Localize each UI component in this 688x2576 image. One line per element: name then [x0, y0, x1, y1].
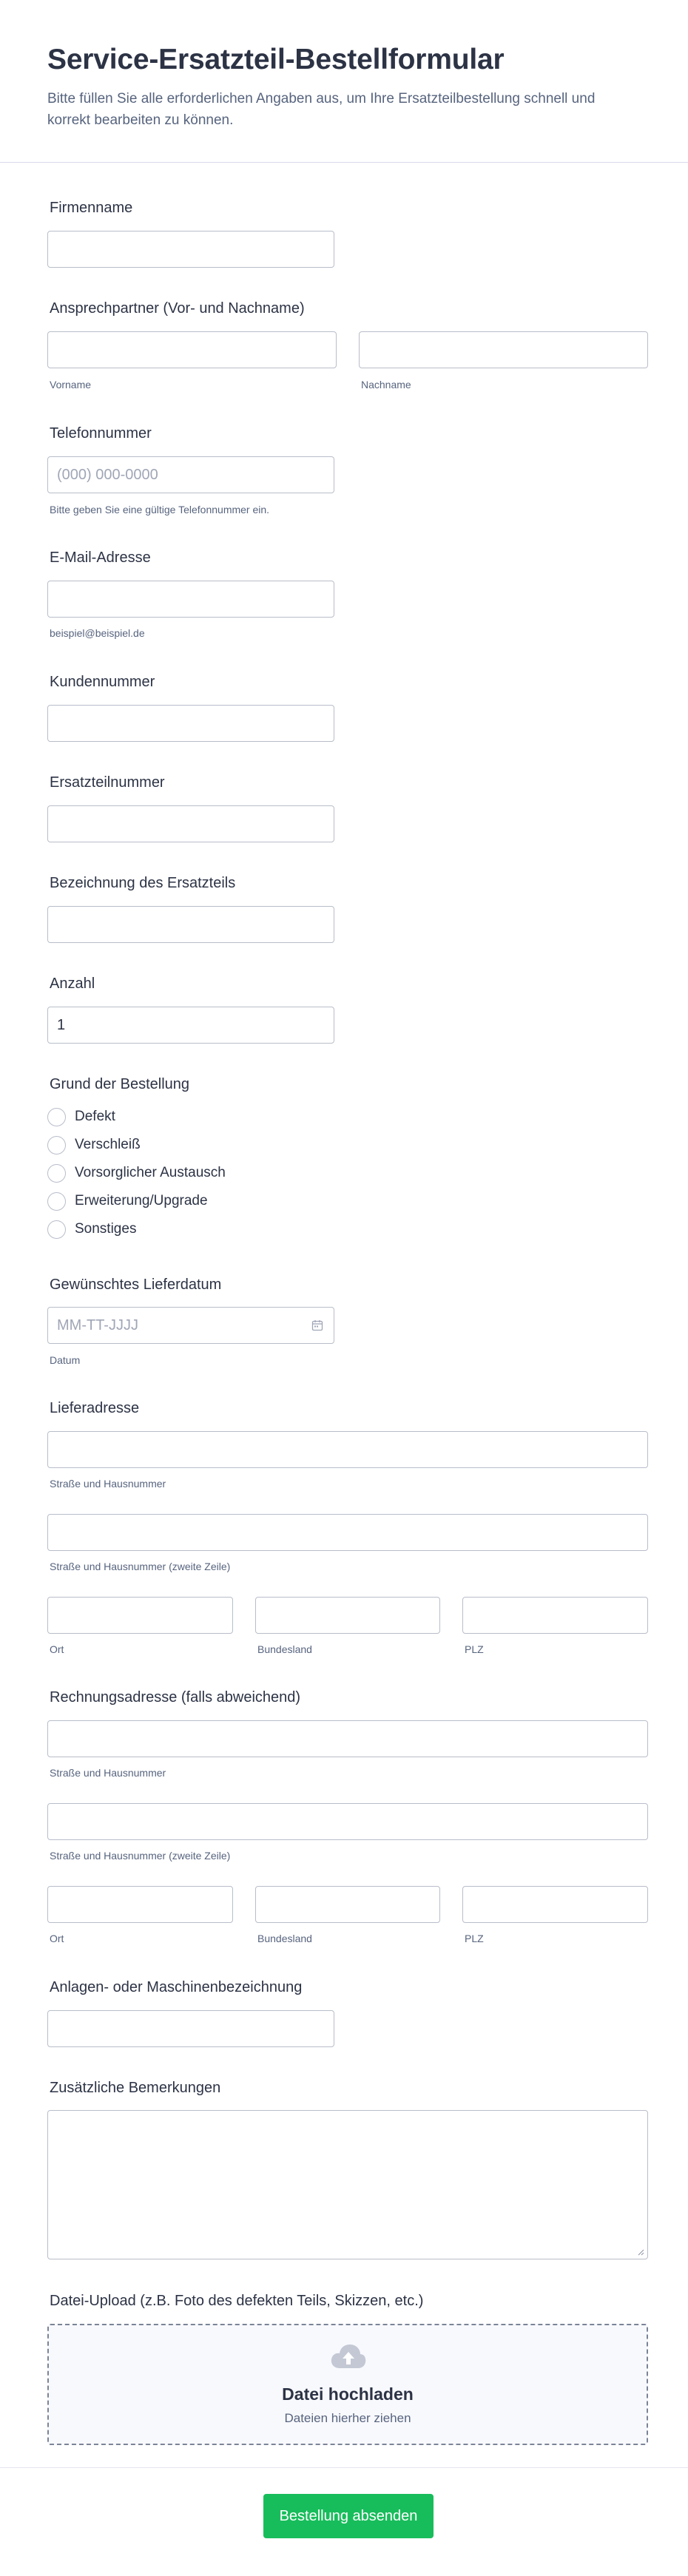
company-label: Firmenname — [50, 200, 133, 216]
shipping-zip-sublabel: PLZ — [465, 1643, 484, 1655]
billing-label: Rechnungsadresse (falls abweichend) — [50, 1689, 301, 1705]
remarks-textarea[interactable] — [47, 2110, 648, 2259]
email-sublabel: beispiel@beispiel.de — [50, 627, 145, 639]
billing-street2-input[interactable] — [47, 1803, 648, 1840]
radio-label: Verschleiß — [75, 1137, 141, 1152]
form-header — [0, 0, 688, 163]
billing-city-sublabel: Ort — [50, 1933, 64, 1944]
email-label: E-Mail-Adresse — [50, 550, 151, 566]
delivery-date-label: Gewünschtes Lieferdatum — [50, 1277, 222, 1293]
shipping-zip-input[interactable] — [462, 1597, 648, 1634]
radio-button[interactable] — [47, 1108, 66, 1126]
customer-number-label: Kundennummer — [50, 674, 155, 690]
shipping-street2-input[interactable] — [47, 1514, 648, 1551]
delivery-date-input[interactable] — [47, 1307, 334, 1344]
upload-label: Datei-Upload (z.B. Foto des defekten Teils, Skizzen, etc.) — [50, 2293, 424, 2309]
billing-city-input[interactable] — [47, 1886, 233, 1923]
footer-divider — [0, 2467, 688, 2468]
shipping-state-input[interactable] — [255, 1597, 440, 1634]
shipping-city-input[interactable] — [47, 1597, 233, 1634]
radio-label: Defekt — [75, 1109, 115, 1124]
billing-state-input[interactable] — [255, 1886, 440, 1923]
shipping-street2-sublabel: Straße und Hausnummer (zweite Zeile) — [50, 1561, 231, 1572]
upload-title: Datei hochladen — [282, 2384, 414, 2404]
reason-option-sonstiges[interactable] — [47, 1218, 136, 1240]
machine-label: Anlagen- oder Maschinenbezeichnung — [50, 1979, 303, 1995]
part-name-label: Bezeichnung des Ersatzteils — [50, 875, 236, 891]
phone-label: Telefonnummer — [50, 425, 152, 442]
radio-button[interactable] — [47, 1164, 66, 1183]
billing-street2-sublabel: Straße und Hausnummer (zweite Zeile) — [50, 1850, 231, 1862]
form-title: Service-Ersatzteil-Bestellformular — [47, 44, 505, 75]
last-name-input[interactable] — [359, 331, 648, 368]
resize-grip-icon[interactable] — [637, 2248, 644, 2256]
delivery-date-sublabel: Datum — [50, 1354, 81, 1366]
form-subtitle: Bitte füllen Sie alle erforderlichen Angaben aus, um Ihre Ersatzteilbestellung schnell und korrekt bearbeiten zu können. — [47, 90, 596, 129]
radio-button[interactable] — [47, 1136, 66, 1155]
shipping-street-input[interactable] — [47, 1431, 648, 1468]
billing-zip-input[interactable] — [462, 1886, 648, 1923]
first-name-sublabel: Vorname — [50, 379, 92, 391]
billing-street-input[interactable] — [47, 1720, 648, 1757]
first-name-input[interactable] — [47, 331, 337, 368]
remarks-label: Zusätzliche Bemerkungen — [50, 2080, 221, 2096]
part-number-input[interactable] — [47, 805, 334, 842]
radio-label: Erweiterung/Upgrade — [75, 1193, 208, 1208]
radio-label: Sonstiges — [75, 1221, 137, 1237]
calendar-icon[interactable] — [311, 1319, 323, 1331]
shipping-city-sublabel: Ort — [50, 1643, 64, 1655]
radio-label: Vorsorglicher Austausch — [75, 1165, 226, 1180]
phone-sublabel: Bitte geben Sie eine gültige Telefonnummer ein. — [50, 504, 270, 515]
billing-zip-sublabel: PLZ — [465, 1933, 484, 1944]
quantity-label: Anzahl — [50, 976, 95, 992]
reason-option-vorsorglich[interactable] — [47, 1162, 226, 1184]
radio-button[interactable] — [47, 1192, 66, 1211]
customer-number-input[interactable] — [47, 705, 334, 742]
billing-street-sublabel: Straße und Hausnummer — [50, 1767, 166, 1779]
reason-option-upgrade[interactable] — [47, 1190, 208, 1212]
last-name-sublabel: Nachname — [361, 379, 411, 391]
cloud-upload-icon — [330, 2343, 367, 2370]
reason-option-defekt[interactable] — [47, 1106, 115, 1128]
billing-state-sublabel: Bundesland — [257, 1933, 312, 1944]
shipping-street-sublabel: Straße und Hausnummer — [50, 1478, 166, 1490]
file-upload-dropzone[interactable] — [47, 2324, 648, 2445]
shipping-state-sublabel: Bundesland — [257, 1643, 312, 1655]
part-number-label: Ersatzteilnummer — [50, 774, 165, 791]
submit-button[interactable]: Bestellung absenden — [263, 2494, 434, 2538]
quantity-input[interactable] — [47, 1007, 334, 1044]
reason-option-verschleiss[interactable] — [47, 1134, 141, 1156]
part-name-input[interactable] — [47, 906, 334, 943]
company-input[interactable] — [47, 231, 334, 268]
contact-label: Ansprechpartner (Vor- und Nachname) — [50, 300, 305, 317]
machine-input[interactable] — [47, 2010, 334, 2047]
reason-label: Grund der Bestellung — [50, 1076, 190, 1092]
upload-subtitle: Dateien hierher ziehen — [284, 2411, 411, 2425]
email-input[interactable] — [47, 581, 334, 618]
radio-button[interactable] — [47, 1220, 66, 1239]
shipping-label: Lieferadresse — [50, 1400, 140, 1416]
phone-input[interactable] — [47, 456, 334, 493]
